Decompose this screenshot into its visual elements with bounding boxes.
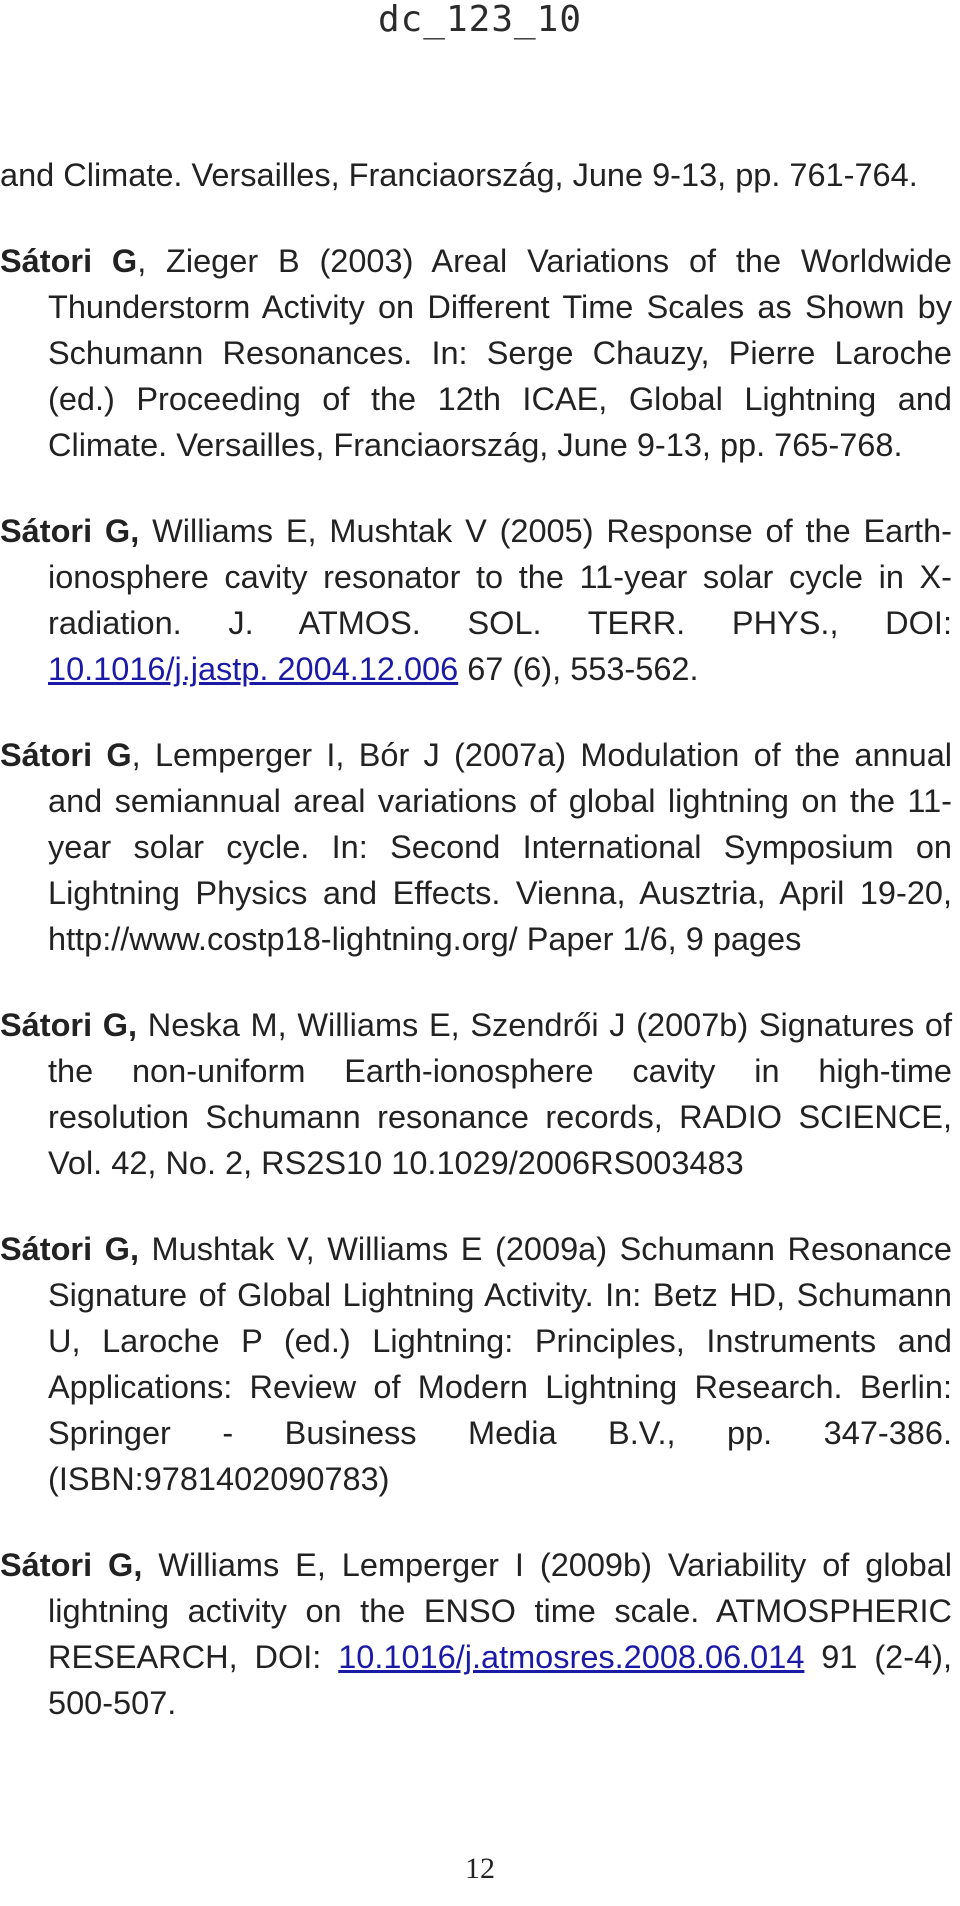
document-id-header: dc_123_10 [377, 0, 583, 40]
reference-author: Sátori G, [0, 1547, 143, 1583]
reference-item [0, 238, 960, 468]
reference-author: Sátori G, [0, 1231, 139, 1267]
reference-text: and Climate. Versailles, Franciaország, June 9-13, pp. 761-764. [0, 157, 918, 193]
reference-author: Sátori G [0, 243, 138, 279]
reference-list [0, 152, 960, 1766]
reference-text: Williams E, Lemperger I (2009b) Variability of global lightning activity on the ENSO time scale. ATMOSPHERIC RESEARCH, DOI: [48, 1547, 953, 1675]
reference-text: , Zieger B (2003) Areal Variations of the Worldwide Thunderstorm Activity on Different Time Scales as Shown by Schumann Resonances. In: Serge Chauzy, Pierre Laroche (ed.) Proceeding of the 12th ICAE, Global Lightning and Climate. Versailles, Franciaország, June 9-13, pp. 765-768. [48, 243, 952, 463]
reference-item [0, 1002, 960, 1186]
reference-author: Sátori G, [0, 1007, 138, 1043]
reference-item [0, 152, 960, 198]
reference-text: Mushtak V, Williams E (2009a) Schumann Resonance Signature of Global Lightning Activity. In: Betz HD, Schumann U, Laroche P (ed.) Lightning: Principles, Instruments and Applications: Review of Modern Lightning Research. Berlin: Springer - Business Media B.V., pp. 347-386. (ISBN:9781402090783) [48, 1231, 952, 1497]
reference-author: Sátori G [0, 737, 132, 773]
reference-author: Sátori G, [0, 513, 140, 549]
doi-link[interactable]: 10.1016/j.jastp. 2004.12.006 [48, 651, 459, 687]
reference-text-after: 91 (2-4), 500-507. [48, 1639, 952, 1721]
reference-text: Williams E, Mushtak V (2005) Response of the Earth-ionosphere cavity resonator to the 11-year solar cycle in X-radiation. J. ATMOS. SOL. TERR. PHYS., DOI: [48, 513, 952, 641]
reference-item [0, 508, 960, 692]
reference-text: Neska M, Williams E, Szendrői J (2007b) Signatures of the non-uniform Earth-ionosphere cavity in high-time resolution Schumann resonance records, RADIO SCIENCE, Vol. 42, No. 2, RS2S10 10.1029/2006RS003483 [48, 1007, 953, 1181]
page-number: 12 [465, 1852, 495, 1885]
reference-item [0, 732, 960, 962]
reference-text: , Lemperger I, Bór J (2007a) Modulation of the annual and semiannual areal variations of global lightning on the 11-year solar cycle. In: Second International Symposium on Lightning Physics and Effects. Vienna, Ausztria, April 19-20, http://www.costp18-lightning.org/ Paper 1/6, 9 pages [48, 737, 952, 957]
doi-link[interactable]: 10.1016/j.atmosres.2008.06.014 [338, 1639, 805, 1675]
reference-item [0, 1542, 960, 1726]
reference-text-after: 67 (6), 553-562. [458, 651, 699, 687]
reference-item [0, 1226, 960, 1502]
